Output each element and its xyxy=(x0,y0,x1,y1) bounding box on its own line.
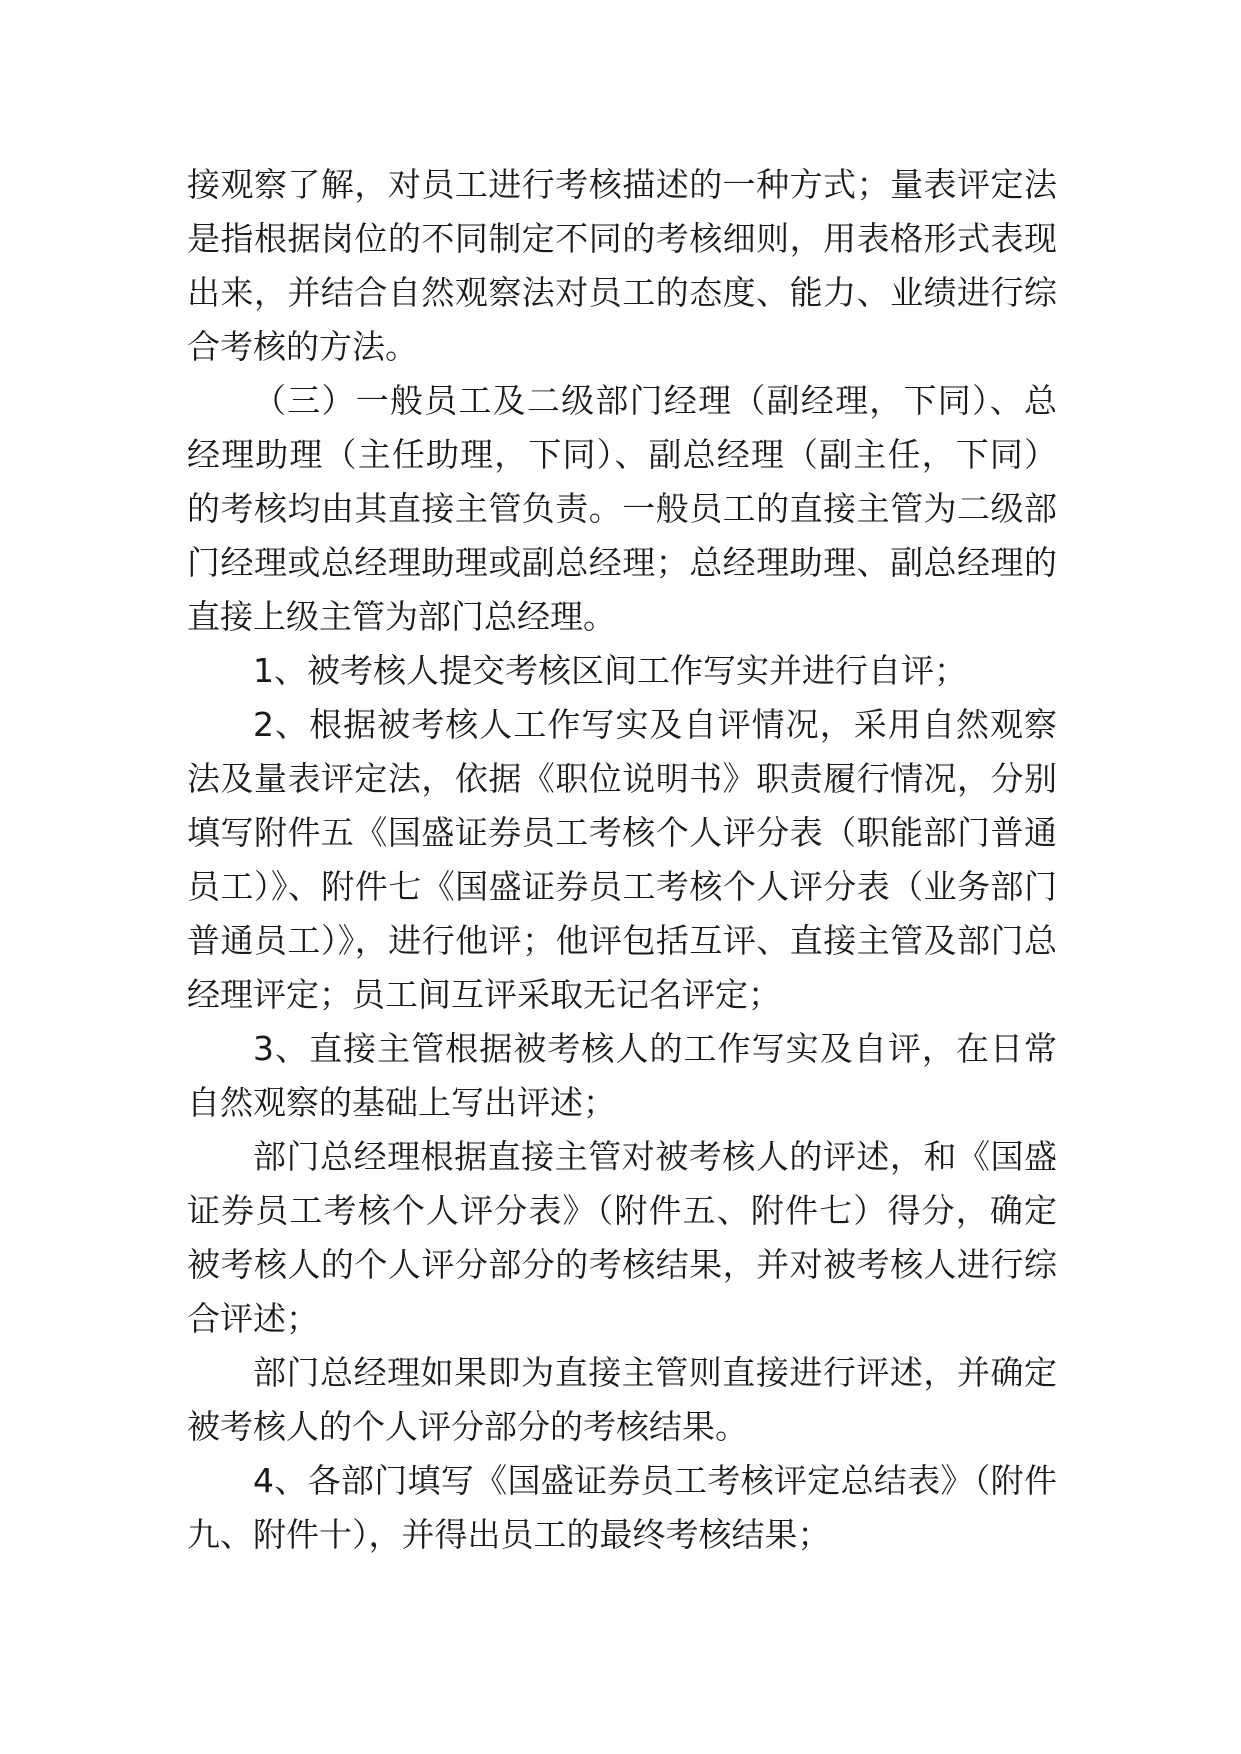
paragraph-section-three: （三）一般员工及二级部门经理（副经理，下同）、总经理助理（主任助理，下同）、副总经理（副主任，下同）的考核均由其直接主管负责。一般员工的直接主管为二级部门经理或总经理助理或副总经理；总经理助理、副总经理的直接上级主管为部门总经理。 xyxy=(187,381,1057,636)
paragraph-manager-direct: 部门总经理如果即为直接主管则直接进行评述，并确定被考核人的个人评分部分的考核结果。 xyxy=(187,1353,1057,1446)
paragraph-step-2: 2、根据被考核人工作写实及自评情况，采用自然观察法及量表评定法，依据《职位说明书》职责履行情况，分别填写附件五《国盛证券员工考核个人评分表（职能部门普通员工）》、附件七《国盛证券员工考核个人评分表（业务部门普通员工）》，进行他评；他评包括互评、直接主管及部门总经理评定；员工间互评采取无记名评定； xyxy=(187,705,1057,1014)
paragraph-manager-review: 部门总经理根据直接主管对被考核人的评述，和《国盛证券员工考核个人评分表》（附件五、附件七）得分，确定被考核人的个人评分部分的考核结果，并对被考核人进行综合评述； xyxy=(187,1137,1057,1338)
document-body xyxy=(187,158,1057,1562)
paragraph-step-4: 4、各部门填写《国盛证券员工考核评定总结表》（附件九、附件十），并得出员工的最终考核结果； xyxy=(187,1461,1057,1554)
paragraph-methods-definition: 接观察了解，对员工进行考核描述的一种方式；量表评定法是指根据岗位的不同制定不同的考核细则，用表格形式表现出来，并结合自然观察法对员工的态度、能力、业绩进行综合考核的方法。 xyxy=(187,165,1057,366)
paragraph-step-3: 3、直接主管根据被考核人的工作写实及自评，在日常自然观察的基础上写出评述； xyxy=(187,1029,1057,1122)
paragraph-step-1: 1、被考核人提交考核区间工作写实并进行自评； xyxy=(253,651,967,690)
